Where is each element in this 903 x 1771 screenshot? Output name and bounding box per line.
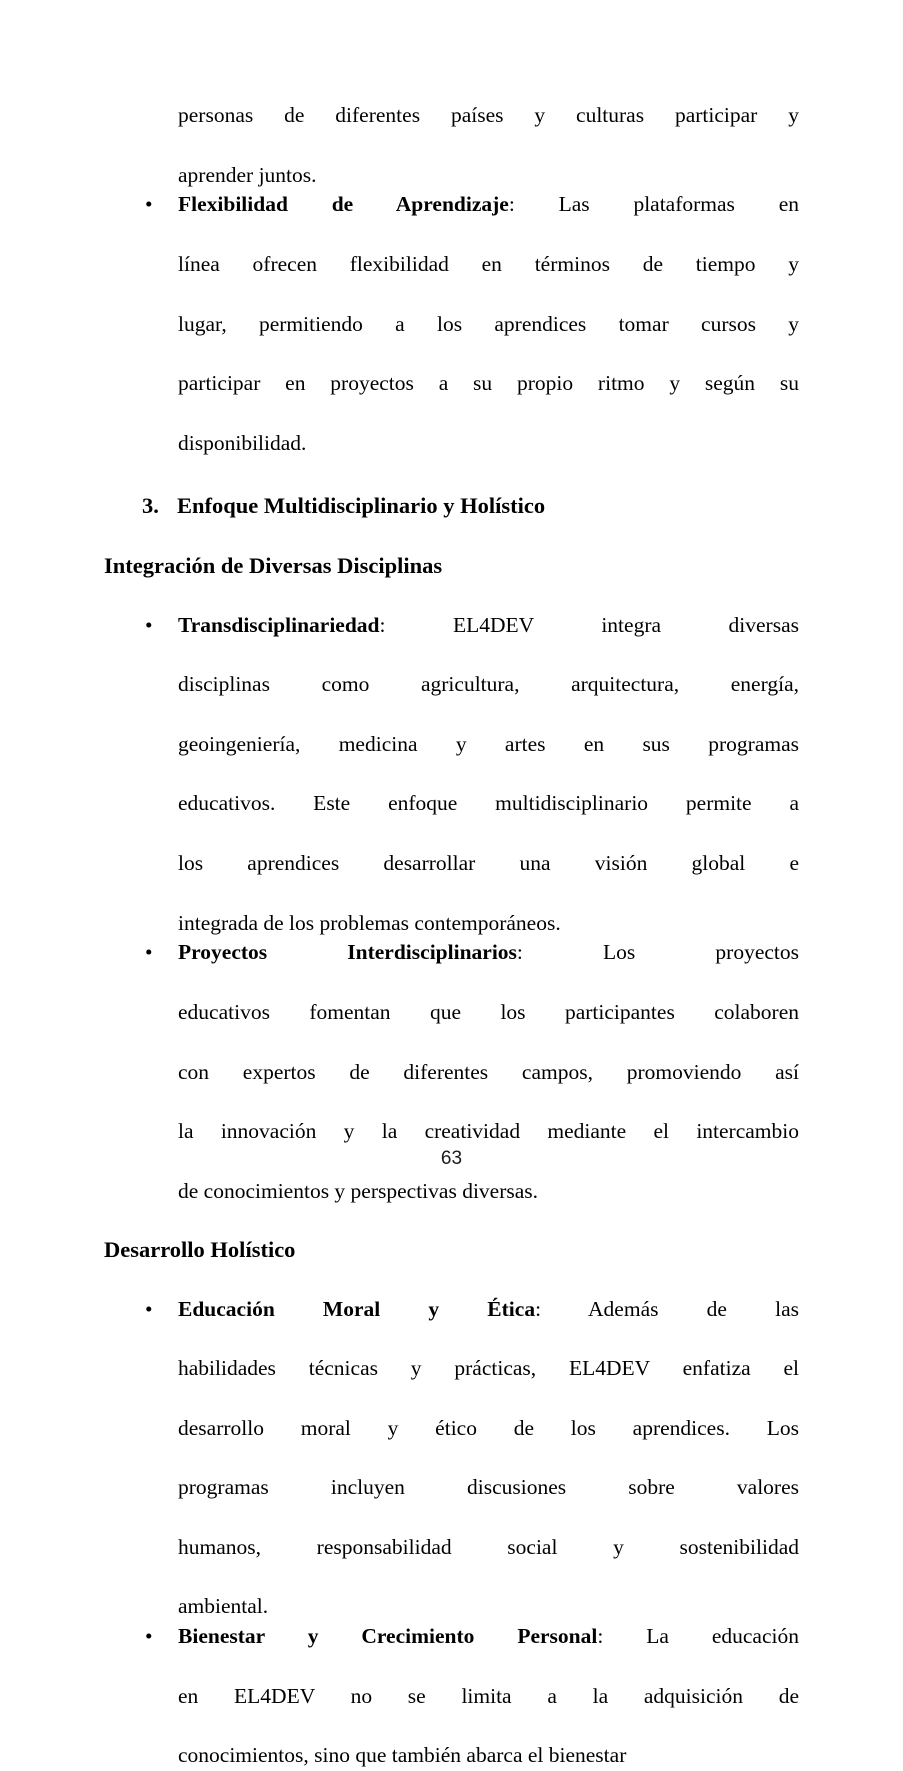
text-line: participar en proyectos a su propio ritmo y según su [178, 369, 799, 429]
page-number: 63 [0, 1148, 903, 1170]
text-line: educativos fomentan que los participantes colaboren [178, 998, 799, 1058]
text-line: geoingeniería, medicina y artes en sus programas [178, 730, 799, 790]
spacer [104, 521, 799, 551]
text-line [178, 1295, 799, 1355]
text-line: integrada de los problemas contemporáneos. [178, 909, 799, 939]
text-line: disponibilidad. [178, 429, 799, 459]
heading-text: Enfoque Multidisciplinario y Holístico [144, 491, 545, 521]
spacer [104, 459, 799, 491]
text-line [178, 611, 799, 671]
list-item-separator: : [535, 1297, 541, 1321]
list-item-lead: Educación Moral y Ética [178, 1297, 535, 1321]
bullet-point-icon: • [145, 190, 155, 220]
list-item-separator: : [380, 613, 386, 637]
list-item [104, 1295, 799, 1623]
text-line: desarrollo moral y ético de los aprendices. Los [178, 1414, 799, 1474]
bullet-list-integracion [104, 611, 799, 1207]
list-item-separator: : [597, 1624, 603, 1648]
spacer [104, 581, 799, 611]
bullet-list-desarrollo [104, 1295, 799, 1771]
spacer [104, 1207, 799, 1235]
list-item-lead: Bienestar y Crecimiento Personal [178, 1624, 597, 1648]
page-content [104, 101, 799, 1771]
spacer [104, 1265, 799, 1295]
text-line: de conocimientos y perspectivas diversas. [178, 1177, 799, 1207]
text-line: habilidades técnicas y prácticas, EL4DEV enfatiza el [178, 1354, 799, 1414]
subheading-integracion: Integración de Diversas Disciplinas [104, 551, 799, 581]
continued-paragraph [104, 101, 799, 190]
text-line: la innovación y la creatividad mediante el intercambio [178, 1117, 799, 1177]
list-item-lead: Proyectos Interdisciplinarios [178, 940, 517, 964]
text-line [178, 1622, 799, 1682]
text-line: ambiental. [178, 1592, 799, 1622]
bullet-list-flexibilidad [104, 190, 799, 458]
text-line: línea ofrecen flexibilidad en términos de tiempo y [178, 250, 799, 310]
text-line: personas de diferentes países y culturas participar y [178, 101, 799, 161]
list-item-text: Las plataformas en [515, 192, 799, 216]
text-line: disciplinas como agricultura, arquitectura, energía, [178, 670, 799, 730]
text-line: con expertos de diferentes campos, promoviendo así [178, 1058, 799, 1118]
text-line [178, 938, 799, 998]
text-line: aprender juntos. [178, 161, 799, 191]
list-item-lead: Flexibilidad de Aprendizaje [178, 192, 509, 216]
bullet-point-icon: • [145, 611, 155, 641]
text-line [178, 190, 799, 250]
bullet-point-icon: • [145, 1622, 155, 1652]
text-line: educativos. Este enfoque multidisciplinario permite a [178, 789, 799, 849]
list-item-separator: : [509, 192, 515, 216]
text-line: lugar, permitiendo a los aprendices tomar cursos y [178, 310, 799, 370]
text-line: conocimientos, sino que también abarca el bienestar [178, 1741, 799, 1771]
list-item-text: Los proyectos [523, 940, 799, 964]
text-line: en EL4DEV no se limita a la adquisición de [178, 1682, 799, 1742]
text-line: humanos, responsabilidad social y sostenibilidad [178, 1533, 799, 1593]
subheading-desarrollo: Desarrollo Holístico [104, 1235, 799, 1265]
bullet-point-icon: • [145, 938, 155, 968]
list-item [104, 190, 799, 458]
bullet-point-icon: • [145, 1295, 155, 1325]
heading-number: 3. [142, 491, 159, 521]
text-line: los aprendices desarrollar una visión global e [178, 849, 799, 909]
text-line: programas incluyen discusiones sobre valores [178, 1473, 799, 1533]
list-item-separator: : [517, 940, 523, 964]
list-item [104, 1622, 799, 1771]
list-item [104, 611, 799, 939]
list-item-text: La educación [603, 1624, 799, 1648]
list-item-text: Además de las [541, 1297, 799, 1321]
list-item-lead: Transdisciplinariedad [178, 613, 380, 637]
list-item-text: EL4DEV integra diversas [386, 613, 800, 637]
numbered-heading [104, 491, 799, 521]
